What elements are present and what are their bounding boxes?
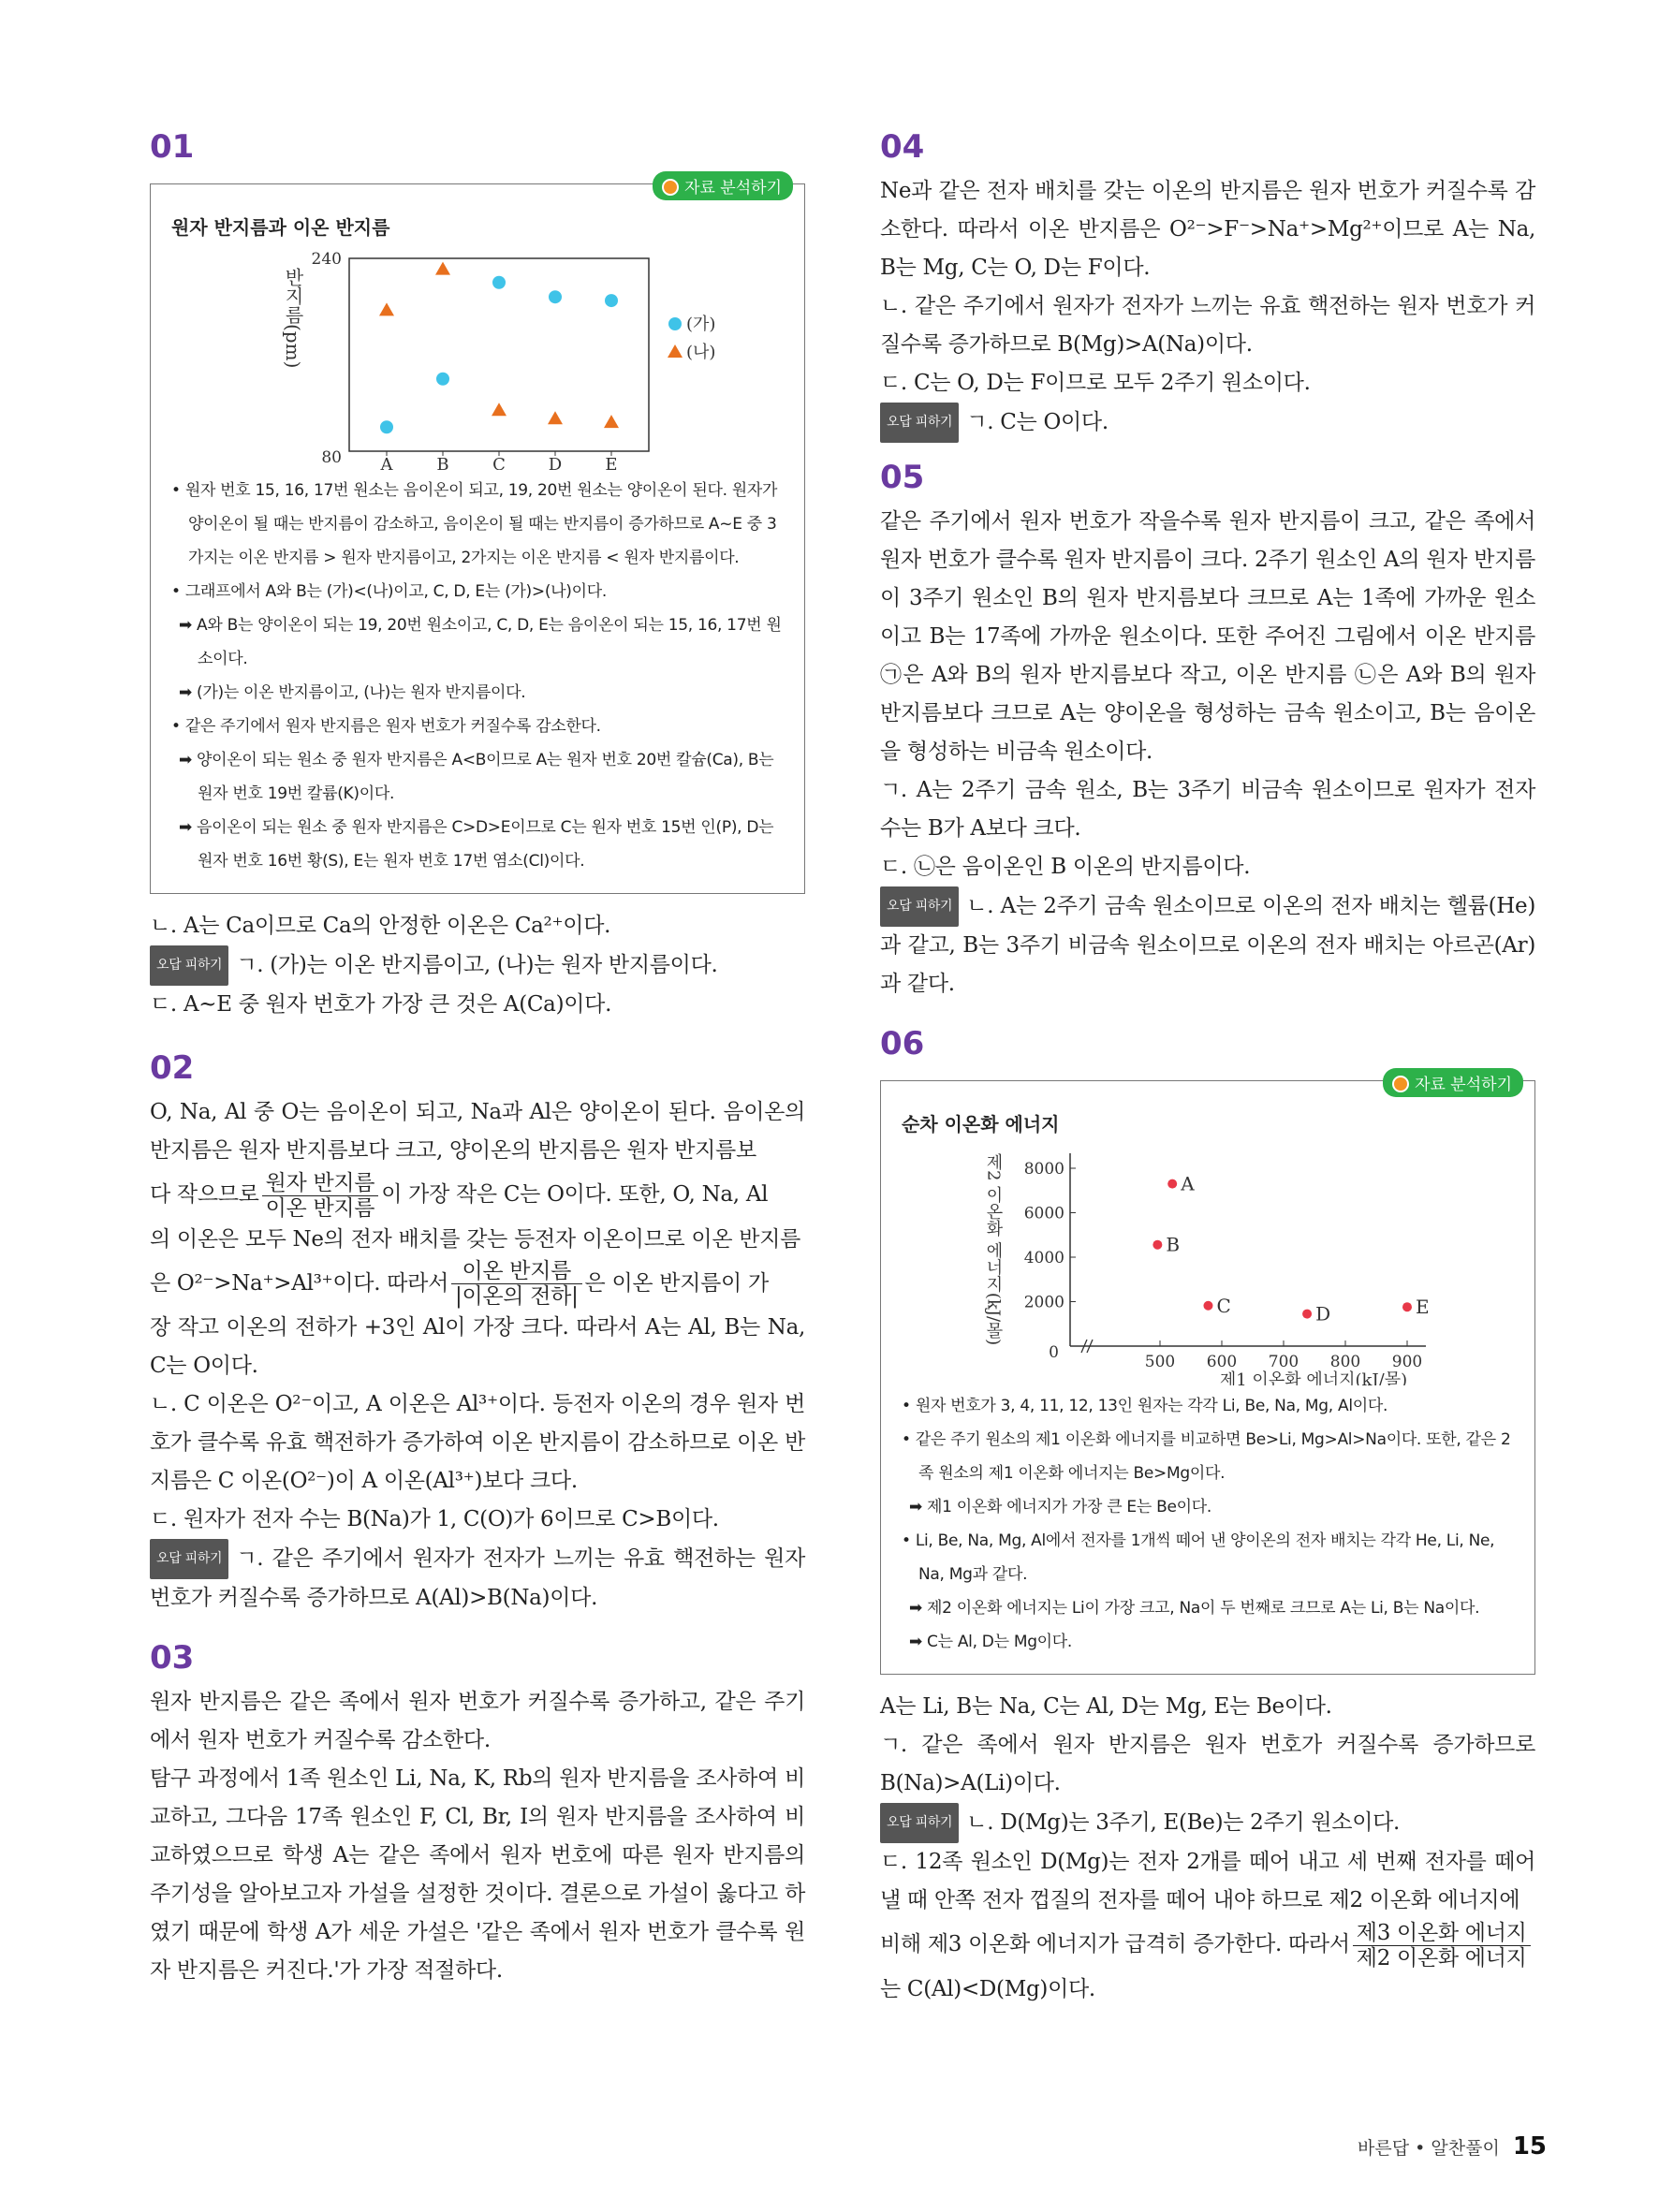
wrong-answer-tag: 오답 피하기 bbox=[150, 945, 228, 986]
data-point bbox=[1152, 1240, 1162, 1250]
x-tick-label: 800 bbox=[1329, 1353, 1361, 1371]
note-item: • 원자 번호가 3, 4, 11, 12, 13인 원자는 각각 Li, Be, Na, Mg, Al이다. bbox=[902, 1397, 1388, 1415]
radius-chart bbox=[171, 245, 784, 470]
y-tick-label: 4000 bbox=[1023, 1249, 1064, 1267]
question-number-03: 03 bbox=[150, 1639, 195, 1677]
question-number-06: 06 bbox=[880, 1025, 925, 1062]
y-tick-label: 8000 bbox=[1023, 1160, 1064, 1179]
wrong-answer-line: 오답 피하기 ㄱ. (가)는 이온 반지름이고, (나)는 원자 반지름이다. bbox=[150, 945, 805, 986]
wrong-answer-line: 오답 피하기 ㄱ. 같은 주기에서 원자가 전자가 느끼는 유효 핵전하는 원자 번호가 커질수록 증가하므로 A(Al)>B(Na)이다. bbox=[150, 1539, 805, 1618]
answer-text: ㄴ. 같은 주기에서 원자가 전자가 느끼는 유효 핵전하는 원자 번호가 커질수록 증가하므로 B(Mg)>A(Na)이다. bbox=[880, 294, 1535, 357]
box-title: 순차 이온화 에너지 bbox=[902, 1113, 1060, 1135]
data-point-ga bbox=[380, 420, 393, 433]
wrong-answer-tag: 오답 피하기 bbox=[880, 403, 959, 443]
data-point bbox=[1167, 1179, 1177, 1189]
data-point-label: D bbox=[1315, 1302, 1331, 1326]
ionization-chart bbox=[902, 1142, 1514, 1385]
answer-text: A는 Li, B는 Na, C는 Al, D는 Mg, E는 Be이다. bbox=[880, 1694, 1332, 1719]
wrong-answer-line: 오답 피하기 ㄴ. D(Mg)는 3주기, E(Be)는 2주기 원소이다. bbox=[880, 1803, 1535, 1843]
footer-label: 바른답 • 알찬풀이 bbox=[1358, 2138, 1500, 2159]
answer-text: ㄴ. A는 Ca이므로 Ca의 안정한 이온은 Ca²⁺이다. bbox=[150, 914, 611, 938]
y-tick-label: 240 bbox=[311, 250, 342, 269]
x-tick-label: C bbox=[492, 455, 506, 470]
note-item: ➡ 제1 이온화 에너지가 가장 큰 E는 Be이다. bbox=[909, 1498, 1211, 1516]
page-number: 15 bbox=[1512, 2132, 1547, 2161]
answer-text: ㄷ. C는 O, D는 F이므로 모두 2주기 원소이다. bbox=[880, 371, 1311, 395]
data-point-label: E bbox=[1416, 1296, 1430, 1319]
answer-text: 비해 제3 이온화 에너지가 급격히 증가한다. 따라서 $\frac{\text{제3 이온화 에너지}}{\text{제2 이온화 에너지}}$ bbox=[880, 1920, 1535, 1970]
origin-label: 0 bbox=[1049, 1343, 1059, 1362]
answer-text: ㄱ. 같은 족에서 원자 반지름은 원자 번호가 커질수록 증가하므로 B(Na)>A(Li)이다. bbox=[880, 1733, 1535, 1795]
x-tick-label: E bbox=[605, 455, 618, 470]
data-point-na bbox=[548, 411, 563, 424]
badge-icon bbox=[1392, 1076, 1409, 1092]
note-item: ➡ 제2 이온화 에너지는 Li이 가장 크고, Na이 두 번째로 크므로 A는 Li, B는 Na이다. bbox=[909, 1599, 1480, 1618]
answer-text: ㄱ. A는 2주기 금속 원소, B는 3주기 비금속 원소이므로 원자가 전자 수는 B가 A보다 크다. bbox=[880, 778, 1535, 841]
data-point-label: B bbox=[1166, 1233, 1181, 1256]
x-tick-label: 600 bbox=[1206, 1353, 1238, 1371]
x-axis-label: 제1 이온화 에너지(kJ/몰) bbox=[1219, 1370, 1408, 1385]
legend-label-na: (나) bbox=[686, 343, 716, 362]
x-tick-label: D bbox=[548, 455, 563, 470]
question-number-05: 05 bbox=[880, 459, 925, 496]
data-point-na bbox=[435, 262, 450, 275]
y-axis-label: 제2 이온화 에너지(kJ/몰) bbox=[983, 1153, 1004, 1346]
legend-marker-na bbox=[668, 344, 683, 358]
y-axis-label: 반지름(pm) bbox=[282, 268, 304, 369]
y-tick-label: 2000 bbox=[1023, 1293, 1064, 1312]
answer-text: O, Na, Al 중 O는 음이온이 되고, Na과 Al은 양이온이 된다. 음이온의 반지름은 원자 반지름보다 크고, 양이온의 반지름은 원자 반지름보 bbox=[150, 1100, 805, 1163]
answer-text: Ne과 같은 전자 배치를 갖는 이온의 반지름은 원자 번호가 커질수록 감소한다. 따라서 이온 반지름은 O²⁻>F⁻>Na⁺>Mg²⁺이므로 A는 Na, B는 Mg, C는 O, D는 F이다. bbox=[880, 179, 1535, 280]
note-item: • Li, Be, Na, Mg, Al에서 전자를 1개씩 떼어 낸 양이온의 전자 배치는 각각 He, Li, Ne, Na, Mg과 같다. bbox=[902, 1531, 1495, 1584]
x-tick-label: 900 bbox=[1391, 1353, 1423, 1371]
wrong-answer-line: 오답 피하기 ㄱ. C는 O이다. bbox=[880, 403, 1535, 443]
analysis-notes-01 bbox=[171, 474, 784, 878]
answer-text: 같은 주기에서 원자 번호가 작을수록 원자 반지름이 크고, 같은 족에서 원자 번호가 클수록 원자 반지름이 크다. 2주기 원소인 A의 원자 반지름이 3주기 원소인 B의 원자 반지름보다 크므로 A는 1족에 가까운 원소이고 B는 17족에 가까운 원소이다. 또한 주어진 그림에서 이온 반지름 ㉠은 A와 B의 원자 반지름보다 작고, 이온 반지름 ㉡은 A와 B의 원자 반지름보다 크므로 A는 양이온을 형성하는 금속 원소이고, B는 음이온을 형성하는 비금속 원소이다. bbox=[880, 509, 1535, 764]
badge-icon bbox=[662, 179, 679, 196]
analysis-notes-06 bbox=[902, 1389, 1514, 1659]
data-point bbox=[1203, 1301, 1212, 1311]
data-point-label: C bbox=[1216, 1294, 1231, 1317]
question-number-02: 02 bbox=[150, 1049, 195, 1087]
left-column bbox=[150, 128, 805, 1990]
answer-text: ㄴ. C 이온은 O²⁻이고, A 이온은 Al³⁺이다. 등전자 이온의 경우 원자 번호가 클수록 유효 핵전하가 증가하여 이온 반지름이 감소하므로 이온 반지름은 C 이온(O²⁻)이 A 이온(Al³⁺)보다 크다. bbox=[150, 1392, 805, 1493]
y-tick-label: 6000 bbox=[1023, 1204, 1064, 1223]
data-analysis-box-06 bbox=[880, 1076, 1535, 1675]
data-point-na bbox=[492, 403, 507, 416]
answer-text: 다 작으므로 $\frac{\text{원자 반지름}}{\text{이온 반지름}}$ 이 가장 작은 C는 O이다. 또한, O, Na, Al bbox=[150, 1170, 769, 1221]
data-point-na bbox=[604, 415, 619, 428]
y-tick-label: 80 bbox=[321, 448, 342, 467]
answer-text: ㄷ. ㉡은 음이온인 B 이온의 반지름이다. bbox=[880, 855, 1251, 879]
answer-text: 의 이온은 모두 Ne의 전자 배치를 갖는 등전자 이온이므로 이온 반지름 bbox=[150, 1226, 801, 1252]
note-item: ➡ 양이온이 되는 원소 중 원자 반지름은 A<B이므로 A는 원자 번호 20번 칼슘(Ca), B는 원자 번호 19번 칼륨(K)이다. bbox=[179, 751, 774, 803]
note-item: ➡ 음이온이 되는 원소 중 원자 반지름은 C>D>E이므로 C는 원자 번호 15번 인(P), D는 원자 번호 16번 황(S), E는 원자 번호 17번 염소(Cl)이다. bbox=[179, 818, 774, 871]
answer-text: 탐구 과정에서 1족 원소인 Li, Na, K, Rb의 원자 반지름을 조사하여 비교하고, 그다음 17족 원소인 F, Cl, Br, I의 원자 반지름을 조사하여 비교하였으므로 학생 A는 같은 족에서 원자 번호에 따른 원자 반지름의 주기성을 알아보고자 가설을 설정한 것이다. 결론으로 가설이 옳다고 하였기 때문에 학생 A가 세운 가설은 '같은 족에서 원자 번호가 클수록 원자 반지름은 커진다.'가 가장 적절하다. bbox=[150, 1766, 805, 1983]
data-point-na bbox=[379, 302, 394, 315]
x-tick-label: A bbox=[380, 455, 393, 470]
data-point-ga bbox=[549, 290, 562, 303]
wrong-answer-line: 오답 피하기 ㄴ. A는 2주기 금속 원소이므로 이온의 전자 배치는 헬륨(He)과 같고, B는 3주기 비금속 원소이므로 이온의 전자 배치는 아르곤(Ar)과 같다. bbox=[880, 886, 1535, 1003]
note-item: ➡ C는 Al, D는 Mg이다. bbox=[909, 1633, 1073, 1651]
answer-text: 원자 반지름은 같은 족에서 원자 번호가 커질수록 증가하고, 같은 주기에서 원자 번호가 커질수록 감소한다. bbox=[150, 1690, 805, 1752]
question-number-01: 01 bbox=[150, 128, 195, 166]
legend-label-ga: (가) bbox=[686, 315, 716, 334]
x-tick-label: 700 bbox=[1268, 1353, 1299, 1371]
answer-text: ㄷ. 12족 원소인 D(Mg)는 전자 2개를 떼어 내고 세 번째 전자를 떼어 낼 때 안쪽 전자 껍질의 전자를 떼어 내야 하므로 제2 이온화 에너지에 bbox=[880, 1850, 1535, 1912]
data-analysis-badge: 자료 분석하기 bbox=[653, 171, 793, 200]
fraction: $\frac{\text{이온 반지름}}{\text{|이온의 전하|}}$ bbox=[451, 1259, 582, 1309]
legend-marker-ga bbox=[668, 317, 682, 330]
answer-text: 는 C(Al)<D(Mg)이다. bbox=[880, 1976, 1095, 2001]
note-item: • 같은 주기에서 원자 반지름은 원자 번호가 커질수록 감소한다. bbox=[171, 717, 601, 736]
note-item: ➡ A와 B는 양이온이 되는 19, 20번 원소이고, C, D, E는 음이온이 되는 15, 16, 17번 원소이다. bbox=[179, 616, 782, 668]
data-analysis-box-01 bbox=[150, 179, 805, 894]
x-tick-label: B bbox=[436, 455, 449, 470]
data-point-ga bbox=[492, 276, 506, 289]
data-point bbox=[1402, 1302, 1412, 1311]
data-point bbox=[1302, 1310, 1312, 1319]
wrong-answer-tag: 오답 피하기 bbox=[150, 1539, 228, 1579]
note-item: • 같은 주기 원소의 제1 이온화 에너지를 비교하면 Be>Li, Mg>Al>Na이다. 또한, 같은 2족 원소의 제1 이온화 에너지는 Be>Mg이다. bbox=[902, 1430, 1511, 1483]
page-footer bbox=[1358, 2132, 1547, 2161]
x-tick-label: 500 bbox=[1144, 1353, 1176, 1371]
answer-text: ㄷ. 원자가 전자 수는 B(Na)가 1, C(O)가 6이므로 C>B이다. bbox=[150, 1507, 719, 1531]
data-analysis-badge: 자료 분석하기 bbox=[1383, 1068, 1523, 1097]
right-column bbox=[880, 128, 1535, 2009]
box-title: 원자 반지름과 이온 반지름 bbox=[171, 216, 390, 239]
wrong-answer-tag: 오답 피하기 bbox=[880, 1803, 959, 1843]
data-point-ga bbox=[436, 373, 449, 386]
answer-text: 장 작고 이온의 전하가 +3인 Al이 가장 크다. 따라서 A는 Al, B는 Na, C는 O이다. bbox=[150, 1315, 805, 1378]
answer-text: ㄷ. A~E 중 원자 번호가 가장 큰 것은 A(Ca)이다. bbox=[150, 992, 612, 1017]
data-point-ga bbox=[605, 294, 618, 307]
data-point-label: A bbox=[1181, 1172, 1195, 1195]
note-item: • 그래프에서 A와 B는 (가)<(나)이고, C, D, E는 (가)>(나)이다. bbox=[171, 582, 607, 601]
question-number-04: 04 bbox=[880, 128, 925, 166]
fraction: $\frac{\text{제3 이온화 에너지}}{\text{제2 이온화 에너지}}$ bbox=[1353, 1921, 1531, 1970]
note-item: ➡ (가)는 이온 반지름이고, (나)는 원자 반지름이다. bbox=[179, 683, 526, 702]
fraction: $\frac{\text{원자 반지름}}{\text{이온 반지름}}$ bbox=[262, 1171, 379, 1221]
wrong-answer-tag: 오답 피하기 bbox=[880, 886, 959, 927]
note-item: • 원자 번호 15, 16, 17번 원소는 음이온이 되고, 19, 20번 원소는 양이온이 된다. 원자가 양이온이 될 때는 반지름이 감소하고, 음이온이 될 때는 반지름이 증가하므로 A~E 중 3가지는 이온 반지름 > 원자 반지름이고, 2가지는 이온 반지름 < 원자 반지름이다. bbox=[171, 481, 778, 567]
answer-text: 은 O²⁻>Na⁺>Al³⁺이다. 따라서 $\frac{\text{이온 반지름}}{\text{|이온의 전하|}}$ 은 이온 반지름이 가 bbox=[150, 1259, 769, 1309]
